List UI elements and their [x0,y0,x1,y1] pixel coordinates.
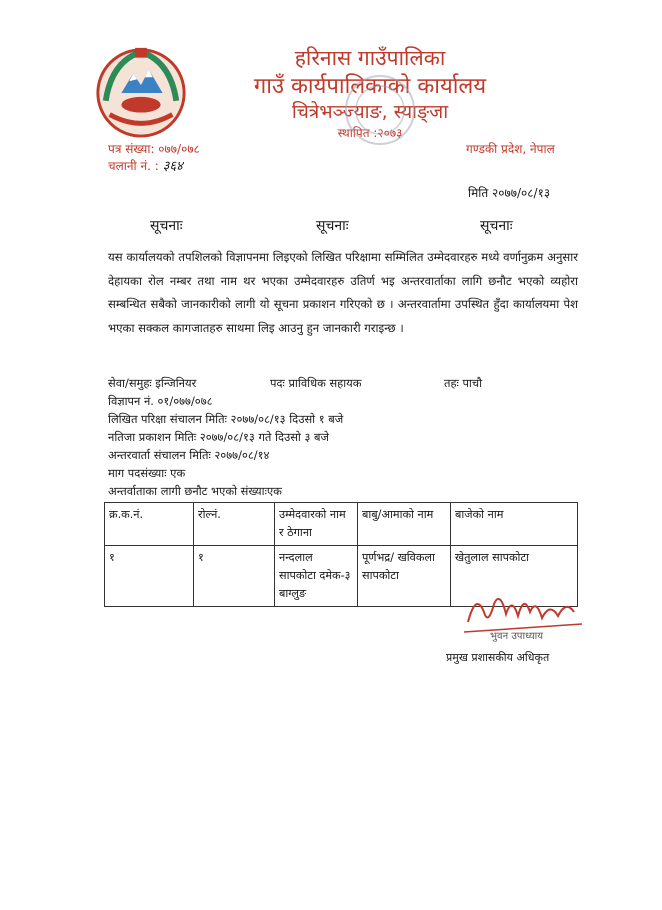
demand-count: माग पदसंख्याः एक [108,466,186,480]
municipality-name: हरिनास गाउँपालिका [294,46,446,70]
office-stamp-icon [340,70,420,150]
table-cell: १ [194,546,275,607]
table-cell: पूर्णभद्र/ खविकला सापकोटा [358,546,451,607]
notice-heading: सूचनाः [316,218,349,234]
column-header: बाबु/आमाको नाम [358,503,451,546]
notice-body: यस कार्यालयको तपशिलको विज्ञापनमा लिइएको लिखित परिक्षामा सम्मिलित उम्मेदवारहरु मध्ये वर्णानुक्रम अनुसार देहायका रोल नम्बर तथा नाम थर भएका उम्मेदवारहरु उतिर्ण भइ अन्तरवार्ताका लागि छनौट भएको व्यहोरा सम्बन्धित सबैको जानकारीको लागी यो सूचना प्रकाशन गरिएको छ । अन्तरवार्तामा उपस्थित हुँदा कार्यालयमा पेश भएका सक्कल कागजातहरु साथमा लिइ आउनु हुन जानकारी गराइन्छ । [108,250,578,335]
notice-heading: सूचनाः [150,218,183,234]
selected-count: अन्तर्वाताका लागी छनौट भएको संख्याःएक [108,484,282,498]
column-header: क्र.क.नं. [105,503,194,546]
province-name: गण्डकी प्रदेश, नेपाल [466,142,555,156]
office-name: गाउँ कार्यपालिकाको कार्यालय [253,74,487,99]
column-header: बाजेको नाम [451,503,578,546]
notice-heading: सूचनाः [480,218,513,234]
exam-date: लिखित परिक्षा संचालन मितिः २०७७/०८/१३ दिउसो १ बजे [108,412,344,426]
signatory-designation: प्रमुख प्रशासकीय अधिकृत [446,651,550,664]
signatory-name: भुवन उपाध्याय [490,631,544,642]
advertisement-number: विज्ञापन नं. ०१/०७७/०७८ [108,394,213,408]
column-header: रोल्नं. [194,503,275,546]
nepal-emblem-icon [92,42,190,140]
post-level: तहः पाचौ [444,376,483,390]
post-name: पदः प्राविधिक सहायक [270,376,362,390]
result-date: नतिजा प्रकाशन मितिः २०७७/०८/१३ गते दिउसो ३ बजे [108,430,330,444]
table-header-row [105,503,578,546]
column-header: उम्मेदवारको नाम र ठेगाना [275,503,358,546]
established-year: स्थापित :२०७३ [337,126,403,140]
office-address: चित्रेभञ्ज्याङ, स्याङ्जा [291,101,449,123]
service-group: सेवा/समुहः इन्जिनियर [108,376,197,390]
document-date: मिति २०७७/०८/१३ [468,186,551,200]
table-cell: १ [105,546,194,607]
dispatch-number [108,156,183,174]
dispatch-value: ३६४ [162,159,183,174]
table-cell: खेतुलाल सापकोटा [451,546,578,607]
interview-date: अन्तरवार्ता संचालन मितिः २०७७/०८/१४ [108,448,270,462]
letter-number: पत्र संख्या: ०७७/०७८ [108,142,200,156]
table-cell: नन्दलाल सापकोटा दमेक-३ बाग्लुङ [275,546,358,607]
dispatch-label: चलानी नं. : [108,159,159,173]
